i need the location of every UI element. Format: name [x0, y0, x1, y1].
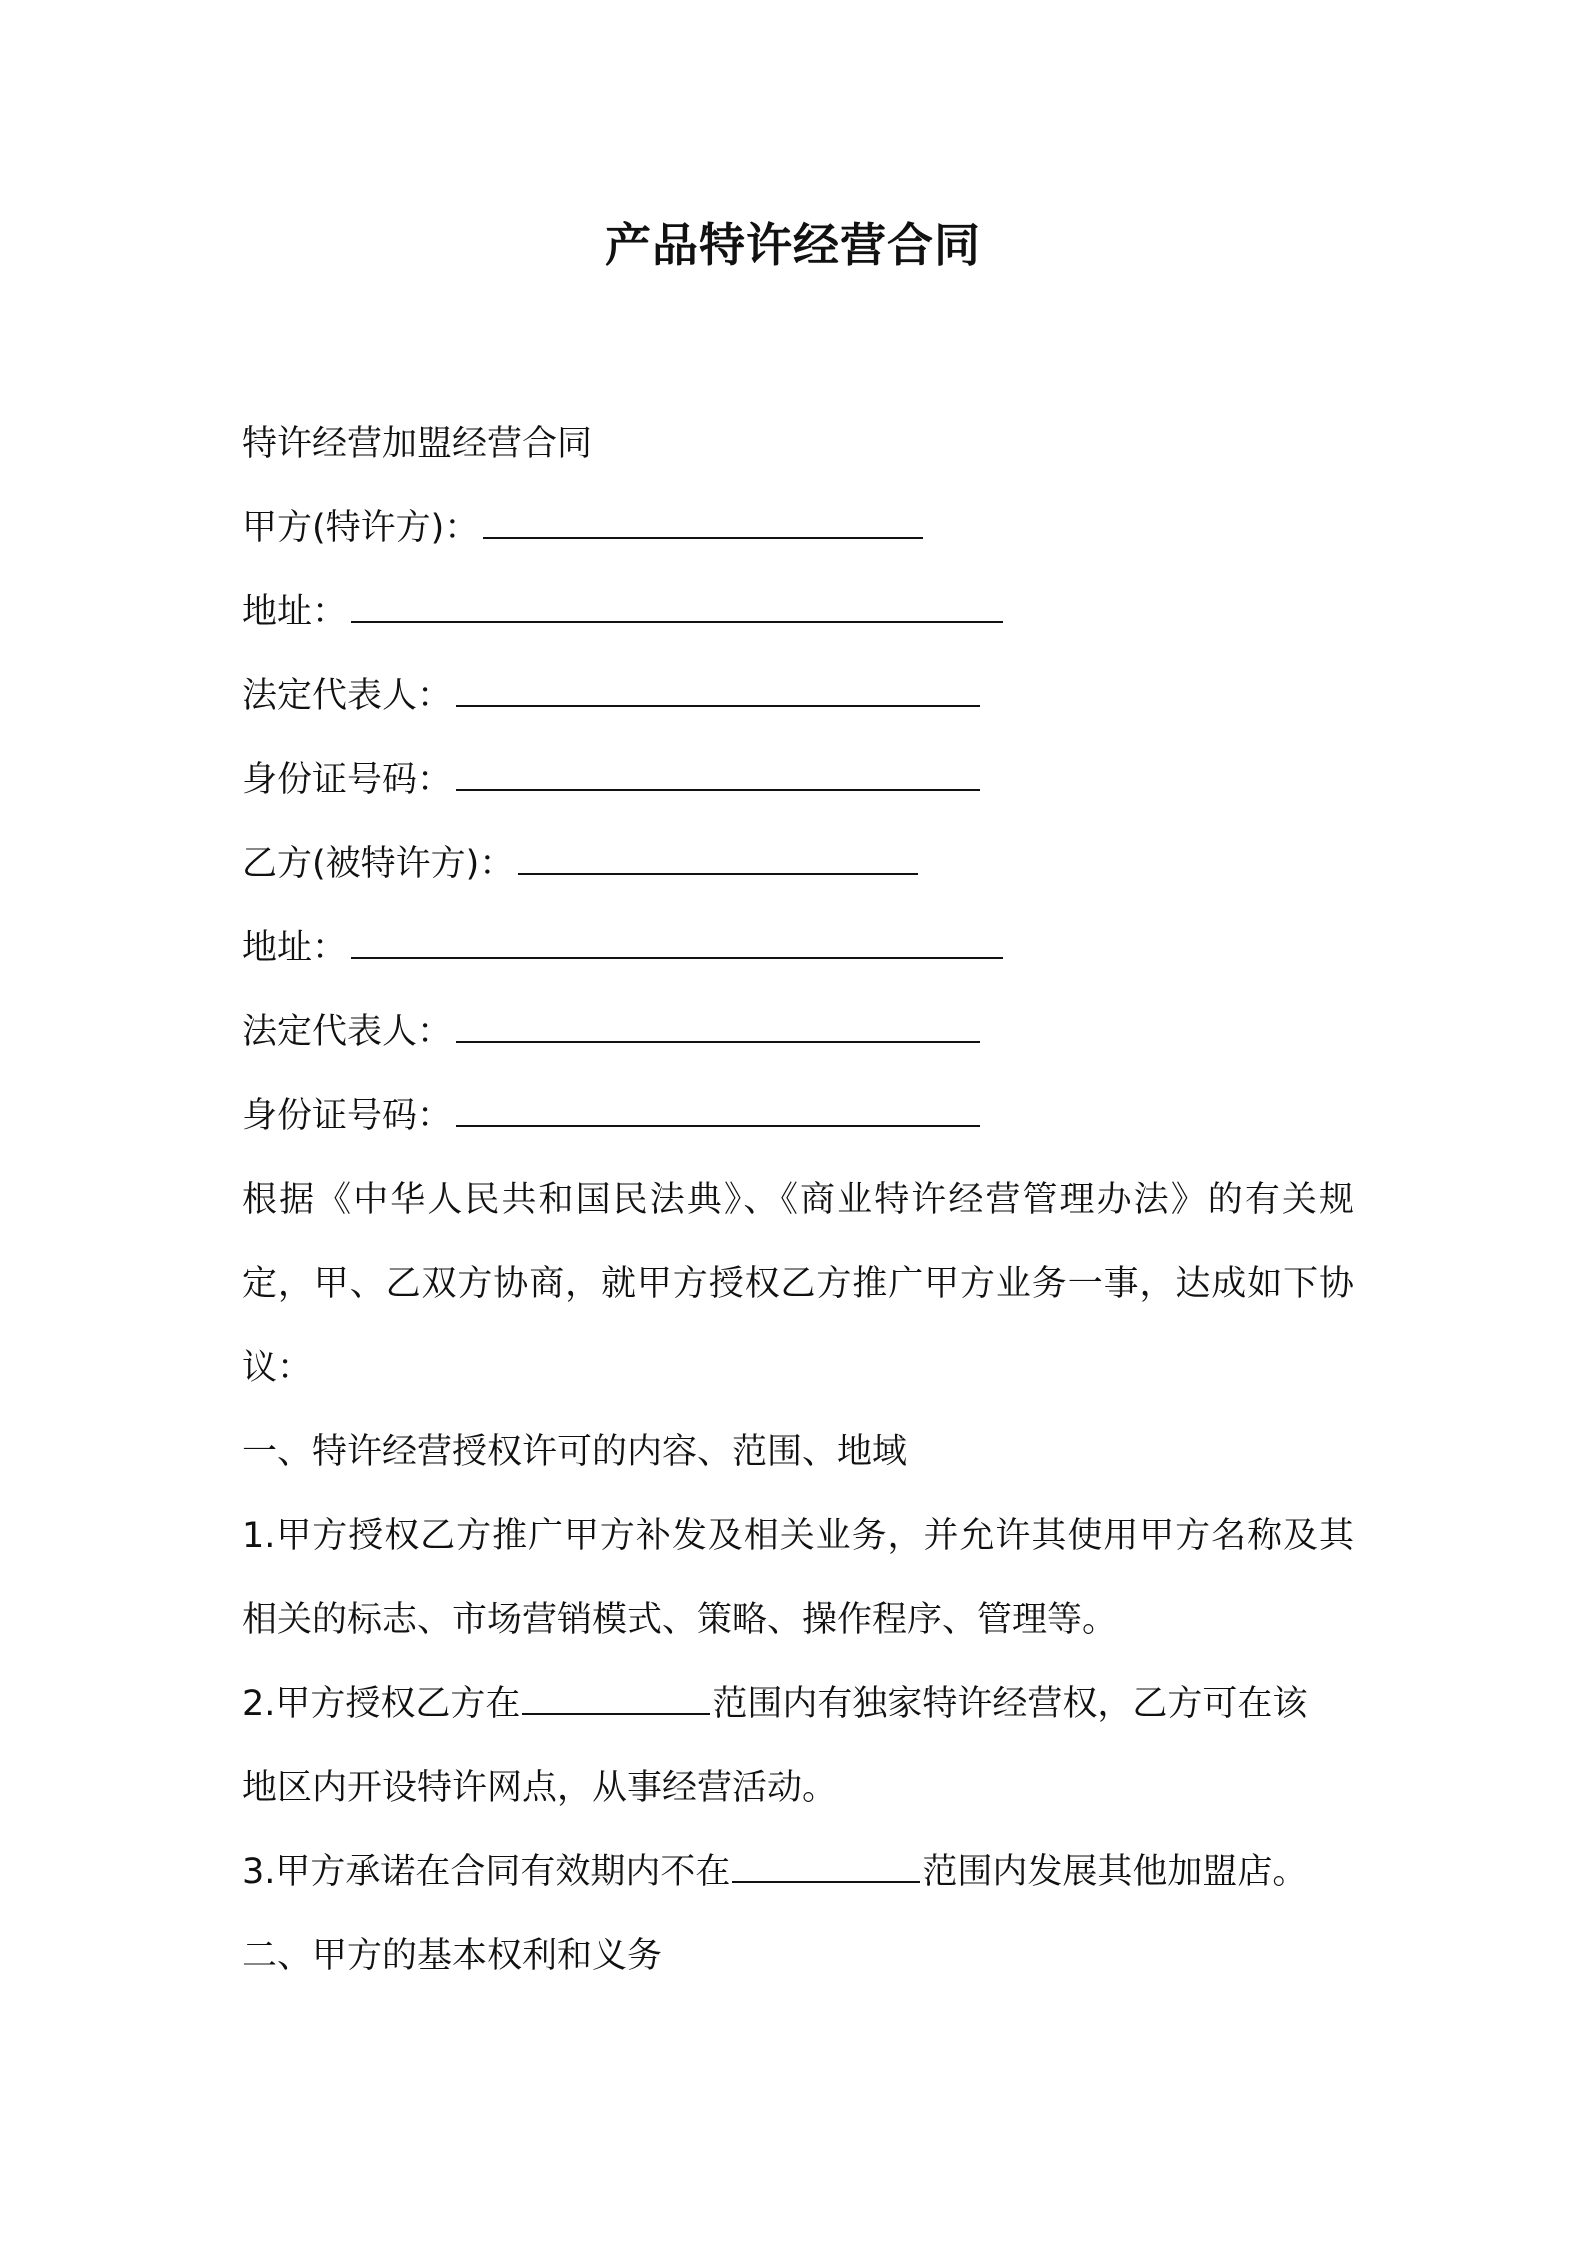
party-a-name-field [242, 486, 1354, 570]
section-1-clause-3 [242, 1830, 1354, 1914]
section-2-heading: 二、甲方的基本权利和义务 [242, 1936, 663, 1976]
clause-2-text-after: 范围内有独家特许经营权，乙方可在该 [712, 1684, 1308, 1724]
clause-2-text-before: 2.甲方授权乙方在 [242, 1684, 521, 1724]
party-b-address-blank[interactable] [351, 917, 1003, 959]
document-body [242, 402, 1354, 1998]
clause-3-text-after: 范围内发展其他加盟店。 [922, 1852, 1308, 1892]
clause-2-text-line2: 地区内开设特许网点，从事经营活动。 [242, 1768, 838, 1808]
party-a-id-label: 身份证号码： [242, 760, 453, 800]
clause-3-region-blank[interactable] [732, 1841, 920, 1883]
party-a-id-blank[interactable] [456, 749, 980, 791]
party-b-label: 乙方(被特许方)： [242, 844, 515, 884]
section-1-clause-1: 1.甲方授权乙方推广甲方补发及相关业务，并允许其使用甲方名称及其相关的标志、市场营销模式、策略、操作程序、管理等。 [242, 1516, 1354, 1640]
party-a-rep-blank[interactable] [456, 665, 980, 707]
clause-3-text-before: 3.甲方承诺在合同有效期内不在 [242, 1852, 731, 1892]
party-a-address-field [242, 570, 1354, 654]
party-b-id-field [242, 1074, 1354, 1158]
subtitle-text: 特许经营加盟经营合同 [242, 424, 593, 464]
section-1-clause-2-continued [242, 1746, 1354, 1830]
section-1-heading: 一、特许经营授权许可的内容、范围、地域 [242, 1432, 908, 1472]
party-a-name-blank[interactable] [483, 497, 923, 539]
party-b-name-blank[interactable] [518, 833, 918, 875]
party-b-name-field [242, 822, 1354, 906]
party-a-address-blank[interactable] [351, 581, 1003, 623]
party-b-rep-label: 法定代表人： [242, 1012, 453, 1052]
party-a-address-label: 地址： [242, 592, 348, 632]
party-b-rep-blank[interactable] [456, 1001, 980, 1043]
party-b-address-field [242, 906, 1354, 990]
document-title: 产品特许经营合同 [605, 218, 981, 272]
contract-subtitle [242, 402, 1354, 486]
party-b-id-label: 身份证号码： [242, 1096, 453, 1136]
section-1-clause-2 [242, 1662, 1354, 1746]
party-a-label: 甲方(特许方)： [242, 508, 480, 548]
party-a-rep-field [242, 654, 1354, 738]
clause-2-region-blank[interactable] [522, 1673, 710, 1715]
party-a-id-field [242, 738, 1354, 822]
party-b-address-label: 地址： [242, 928, 348, 968]
party-b-id-blank[interactable] [456, 1085, 980, 1127]
party-b-rep-field [242, 990, 1354, 1074]
preamble-paragraph: 根据《中华人民共和国民法典》、《商业特许经营管理办法》的有关规定，甲、乙双方协商，就甲方授权乙方推广甲方业务一事，达成如下协议： [242, 1180, 1354, 1388]
party-a-rep-label: 法定代表人： [242, 676, 453, 716]
